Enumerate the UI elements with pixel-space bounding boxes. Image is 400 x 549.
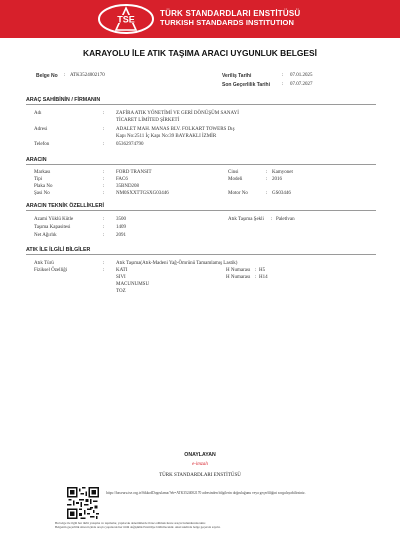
owner-name-label: Adı	[34, 111, 42, 116]
h-number-value-1: H5	[259, 268, 266, 273]
verification-url: https://basvuru.tse.org.tr/SikkodDogrulama/?eb=ATK3524002170 adresinden bilgilerin doğruluğunu veya geçerliliğini sorgulayabilirsiniz.	[106, 491, 306, 495]
colon: :	[266, 170, 268, 175]
son-gecerlilik-label: Son Geçerlilik Tarihi	[222, 82, 270, 88]
colon: :	[64, 73, 66, 78]
physical-value-3: MACUNUMSU	[116, 282, 150, 287]
model-year-value: 2016	[272, 177, 282, 182]
capacity-label: Taşıma Kapasitesi	[34, 225, 71, 230]
owner-address-line1: ADALET MAH. MANAS BLV. FOLKART TOWERS Dış	[116, 127, 235, 132]
section-technical: ARACIN TEKNİK ÖZELLİKLERİ	[26, 203, 104, 209]
colon: :	[103, 177, 105, 182]
colon: :	[103, 268, 105, 273]
divider	[26, 104, 376, 105]
header-text	[160, 9, 300, 27]
physical-value-4: TOZ	[116, 289, 126, 294]
colon: :	[266, 177, 268, 182]
section-vehicle: ARACIN	[26, 157, 47, 163]
colon: :	[103, 184, 105, 189]
h-number-label-2: H Numarası	[226, 275, 251, 280]
colon: :	[103, 217, 105, 222]
verilis-value: 07.01.2025	[290, 73, 313, 78]
h-number-label-1: H Numarası	[226, 268, 251, 273]
brand-value: FORD TRANSIT	[116, 170, 152, 175]
transport-method-value: Paletlvan	[276, 217, 295, 222]
document-title: KARAYOLU İLE ATIK TAŞIMA ARACI UYGUNLUK BELGESİ	[83, 48, 317, 58]
colon: :	[103, 225, 105, 230]
footer-note-2: Belgenin geçerlilik süresi içinde araçta yapılacak her türlü değişiklik Enstitüye bildirilecektir. Aksi takdirde belge geçersiz sayılır.	[55, 525, 221, 530]
divider	[26, 210, 376, 211]
owner-name-line1: ZAFİRA ATIK YÖNETİMİ VE GERİ DÖNÜŞÜM SANAYİ	[116, 111, 239, 116]
waste-type-label: Atık Türü	[34, 261, 54, 266]
max-mass-label: Azami Yüklü Kütle	[34, 217, 74, 222]
e-signature-note: e-imzalı	[191, 462, 209, 467]
type-class-label: Cinsi	[228, 170, 239, 175]
colon: :	[103, 111, 105, 116]
transport-method-label: Atık Taşıma Şekli	[228, 217, 264, 222]
footer-note-1: Bu belge ile ilgili her türlü yazışma ve taşımalar, yapılacak denetimlerde ibraz edilmek üzere araçta bulundurulacaktır.	[55, 521, 206, 525]
waste-type-value: Atık Taşıma(Atık-Madeni Yağ-Ömrünü Tamamlamış Lastik)	[116, 261, 238, 266]
colon: :	[103, 191, 105, 196]
chassis-label: Şasi No	[34, 191, 50, 196]
divider	[26, 254, 376, 255]
owner-address-label: Adresi	[34, 127, 48, 132]
max-mass-value: 3500	[116, 217, 126, 222]
owner-phone-label: Telefon	[34, 142, 50, 147]
model-type-value: FAC6	[116, 177, 128, 182]
svg-text:TSE: TSE	[117, 14, 135, 25]
engine-value: GS03446	[272, 191, 291, 196]
owner-address-line2: Kapı No:2511 İç Kapı No:39 BAYRAKLI İZMİR	[116, 134, 217, 139]
belge-no-label: Belge No	[36, 73, 58, 79]
colon: :	[103, 170, 105, 175]
institution-name-en: TURKISH STANDARDS INSTITUTION	[160, 18, 295, 27]
type-class-value: Kamyonet	[272, 170, 293, 175]
colon: :	[282, 82, 284, 87]
footer-notes	[55, 521, 355, 529]
plate-label: Plaka No	[34, 184, 53, 189]
colon: :	[282, 73, 284, 78]
section-owner: ARAÇ SAHİBİNİN / FİRMANIN	[26, 97, 101, 103]
model-type-label: Tipi	[34, 177, 43, 182]
plate-value: 35BND208	[116, 184, 140, 189]
colon: :	[255, 268, 257, 273]
colon: :	[266, 191, 268, 196]
colon: :	[103, 127, 105, 132]
son-gecerlilik-value: 07.07.2027	[290, 82, 313, 87]
belge-no-value: ATK3524002170	[70, 73, 105, 78]
institution-name-tr: TÜRK STANDARDLARI ENSTİTÜSÜ	[160, 9, 301, 18]
colon: :	[103, 233, 105, 238]
approver-institution: TÜRK STANDARDLARI ENSTİTÜSÜ	[159, 473, 241, 478]
colon: :	[271, 217, 273, 222]
header-bar	[0, 0, 400, 38]
net-weight-label: Net Ağırlık	[34, 233, 57, 238]
h-number-value-2: H14	[259, 275, 268, 280]
verilis-label: Veriliş Tarihi	[222, 73, 252, 79]
brand-label: Markası	[34, 170, 51, 175]
engine-label: Motor No	[228, 191, 248, 196]
tse-logo-icon	[96, 3, 156, 35]
divider	[26, 164, 376, 165]
colon: :	[103, 142, 105, 147]
physical-value-1: KATI	[116, 268, 128, 273]
approver-label: ONAYLAYAN	[184, 452, 216, 458]
net-weight-value: 2091	[116, 233, 126, 238]
owner-name-line2: TİCARET LİMİTED ŞİRKETİ	[116, 118, 180, 123]
capacity-value: 1409	[116, 225, 126, 230]
qr-code-icon	[67, 487, 99, 519]
physical-label: Fiziksel Özelliği	[34, 268, 68, 273]
section-waste: ATIK İLE İLGİLİ BİLGİLER	[26, 247, 91, 253]
model-year-label: Modeli	[228, 177, 243, 182]
colon: :	[103, 261, 105, 266]
physical-value-2: SIVI	[116, 275, 126, 280]
owner-phone-value: 05362974790	[116, 142, 144, 147]
colon: :	[255, 275, 257, 280]
chassis-value: NM0SXXTTGSXG03446	[116, 191, 169, 196]
